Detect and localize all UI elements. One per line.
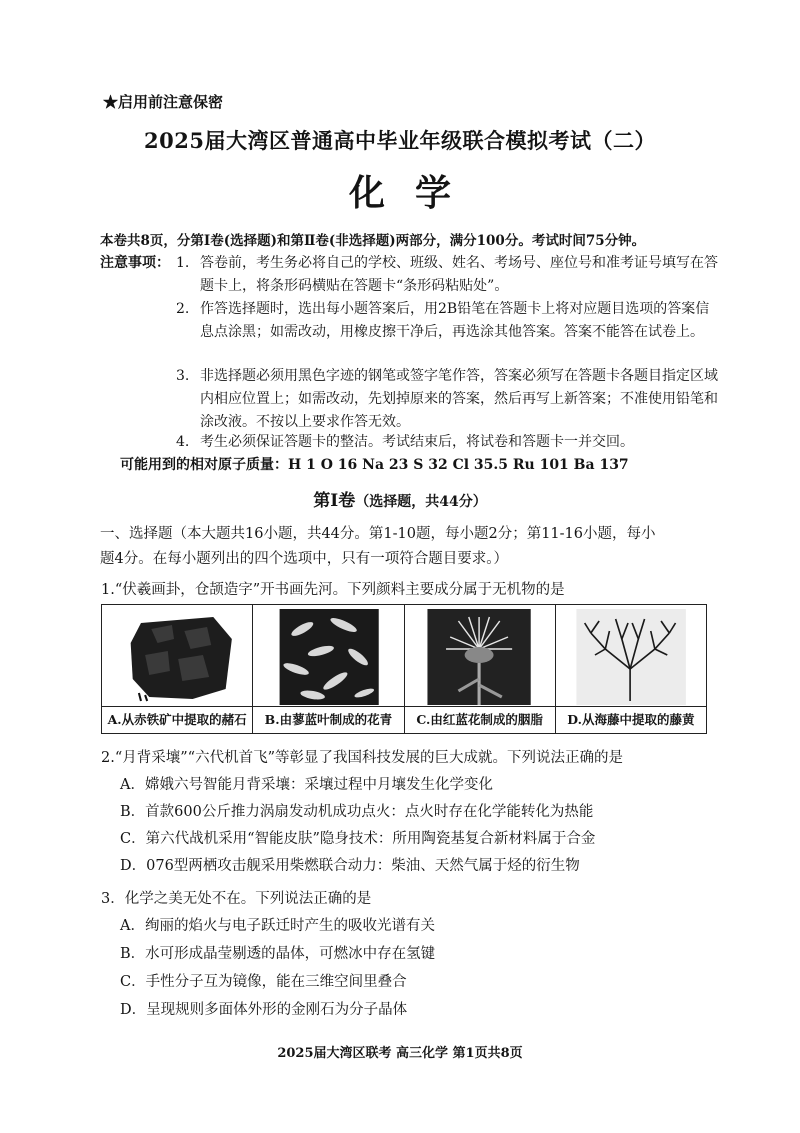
note-number: 1.	[176, 255, 190, 271]
note-text: 考生必须保证答题卡的整洁。考试结束后，将试卷和答题卡一并交回。	[200, 434, 634, 450]
note-item	[178, 298, 718, 344]
exam-intro: 本卷共8页，分第Ⅰ卷(选择题)和第Ⅱ卷(非选择题)两部分，满分100分。考试时间75分钟。	[100, 233, 646, 249]
note-number: 2.	[176, 301, 190, 317]
question-2-option-b: B．首款600公斤推力涡扇发动机成功点火：点火时存在化学能转化为热能	[120, 804, 594, 820]
question-3-option-c: C．手性分子互为镜像，能在三维空间里叠合	[120, 974, 407, 990]
section-instructions-line: 题4分。在每小题列出的四个选项中，只有一项符合题目要求。）	[100, 551, 508, 567]
question-2-stem: 2.“月背采壤”“六代机首飞”等彰显了我国科技发展的巨大成就。下列说法正确的是	[101, 750, 623, 766]
option-b-caption: B.由蓼蓝叶制成的花青	[253, 706, 403, 733]
option-c-caption: C.由红蓝花制成的胭脂	[405, 706, 555, 733]
atomic-masses: 可能用到的相对原子质量：H 1 O 16 Na 23 S 32 Cl 35.5 Ru 101 Ba 137	[120, 457, 629, 473]
question-3-option-b: B．水可形成晶莹剔透的晶体，可燃冰中存在氢键	[120, 946, 436, 962]
notes-label: 注意事项：	[100, 255, 170, 271]
indigo-plant-image	[261, 609, 395, 705]
subject-title: 化学	[348, 172, 481, 214]
option-a-caption: A.从赤铁矿中提取的赭石	[102, 706, 252, 733]
section-title	[0, 486, 800, 511]
question-3-option-d: D．呈现规则多面体外形的金刚石为分子晶体	[120, 1002, 408, 1018]
section-instructions-line: 一、选择题（本大题共16小题，共44分。第1-10题，每小题2分；第11-16小题，每小	[100, 526, 656, 542]
option-d-caption: D.从海藤中提取的藤黄	[556, 706, 706, 733]
note-number: 4.	[176, 434, 190, 450]
page-footer: 2025届大湾区联考 高三化学 第1页共8页	[277, 1046, 523, 1061]
note-item	[178, 365, 718, 434]
question-2-option-d: D．076型两栖攻击舰采用柴燃联合动力：柴油、天然气属于烃的衍生物	[120, 858, 580, 874]
section-subtitle: （选择题，共44分）	[355, 494, 487, 510]
option-cell	[405, 605, 556, 733]
section-name: 第Ⅰ卷	[313, 491, 356, 511]
exam-title: 2025届大湾区普通高中毕业年级联合模拟考试（二）	[144, 128, 656, 153]
gamboge-tree-image	[564, 609, 698, 705]
note-number: 3.	[176, 368, 190, 384]
question-1-stem: 1.“伏羲画卦，仓颉造字”开书画先河。下列颜料主要成分属于无机物的是	[101, 582, 565, 598]
note-text: 非选择题必须用黑色字迹的钢笔或签字笔作答，答案必须写在答题卡各题目指定区域内相应位置上；如需改动，先划掉原来的答案，然后再写上新答案；不准使用铅笔和涂改液。不按以上要求作答无效。	[200, 368, 718, 430]
question-2-option-a: A．嫦娥六号智能月背采壤：采壤过程中月壤发生化学变化	[120, 777, 493, 793]
confidential-mark: ★启用前注意保密	[103, 93, 224, 111]
question-1-image-table	[101, 604, 707, 734]
question-2-option-c: C．第六代战机采用“智能皮肤”隐身技术：所用陶瓷基复合新材料属于合金	[120, 831, 596, 847]
note-item	[178, 252, 718, 298]
hematite-ore-image	[110, 609, 244, 705]
note-item	[178, 431, 718, 454]
question-3-option-a: A．绚丽的焰火与电子跃迁时产生的吸收光谱有关	[120, 918, 435, 934]
option-cell	[253, 605, 404, 733]
question-3-stem: 3．化学之美无处不在。下列说法正确的是	[101, 891, 372, 907]
option-cell	[556, 605, 706, 733]
note-text: 作答选择题时，选出每小题答案后，用2B铅笔在答题卡上将对应题目选项的答案信息点涂黑；如需改动，用橡皮擦干净后，再选涂其他答案。答案不能答在试卷上。	[200, 301, 710, 340]
note-text: 答卷前，考生务必将自己的学校、班级、姓名、考场号、座位号和准考证号填写在答题卡上，将条形码横贴在答题卡“条形码粘贴处”。	[200, 255, 718, 294]
safflower-image	[413, 609, 547, 705]
section-instructions	[100, 522, 705, 572]
option-cell	[102, 605, 253, 733]
